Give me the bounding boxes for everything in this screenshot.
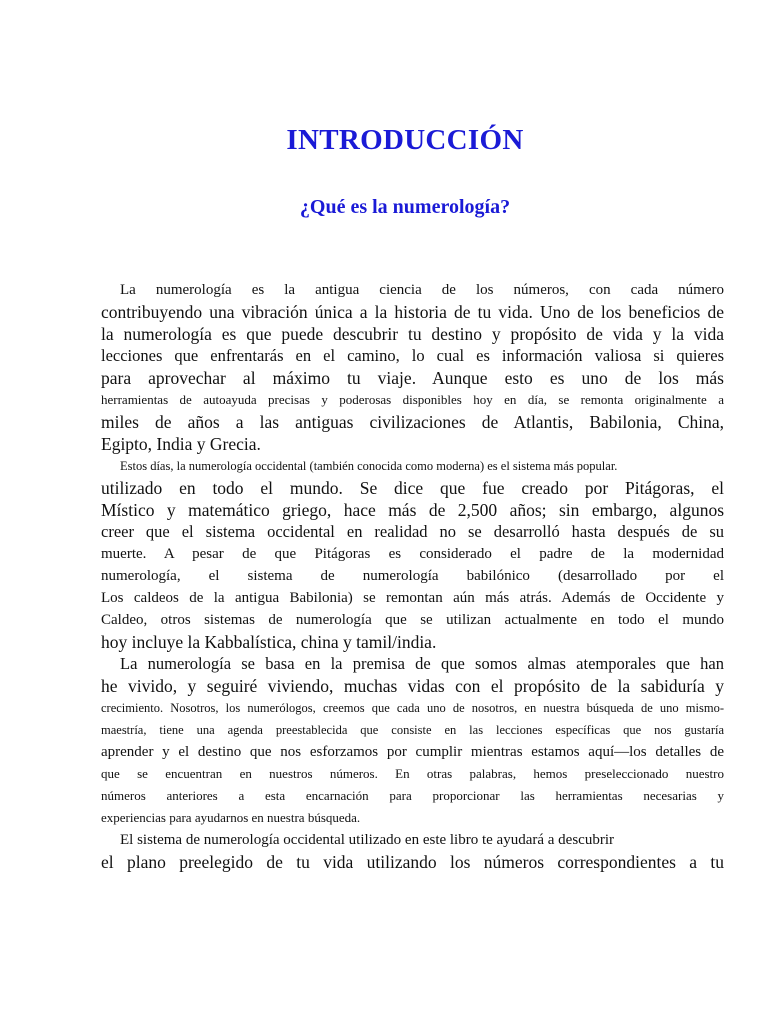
text-line: muerte. A pesar de que Pitágoras es considerado el padre de la modernidad	[101, 546, 724, 562]
text-line: maestría, tiene una agenda preestablecida que consiste en las lecciones específicas que nos gustaría	[101, 723, 724, 737]
page-subtitle: ¿Qué es la numerología?	[299, 196, 511, 218]
text-line: que se encuentran en nuestros números. En otras palabras, hemos preseleccionado nuestro	[101, 766, 724, 781]
text-line: el plano preelegido de tu vida utilizando los números correspondientes a tu	[101, 852, 724, 872]
text-line: El sistema de numerología occidental utilizado en este libro te ayudará a descubrir	[120, 832, 614, 848]
text-line: hoy incluye la Kabbalística, china y tamil/india.	[101, 632, 437, 652]
body-text	[101, 279, 724, 873]
text-line: creer que el sistema occidental en realidad no se desarrolló hasta después de su	[101, 522, 724, 541]
text-line: lecciones que enfrentarás en el camino, lo cual es información valiosa si quieres	[101, 346, 724, 365]
text-line: Estos días, la numerología occidental (también conocida como moderna) es el sistema más popular.	[120, 459, 618, 473]
text-line: experiencias para ayudarnos en nuestra búsqueda.	[101, 810, 361, 825]
text-line: crecimiento. Nosotros, los numerólogos, creemos que cada uno de nosotros, en nuestra búsqueda de uno mismo-	[101, 701, 724, 715]
text-line: contribuyendo una vibración única a la historia de tu vida. Uno de los beneficios de	[101, 302, 724, 322]
text-line: La numerología es la antigua ciencia de los números, con cada número	[120, 282, 724, 298]
text-line: miles de años a las antiguas civilizaciones de Atlantis, Babilonia, China,	[101, 412, 724, 432]
text-line: he vivido, y seguiré viviendo, muchas vidas con el propósito de la sabiduría y	[101, 676, 724, 696]
text-line: numerología, el sistema de numerología babilónico (desarrollado por el	[101, 568, 724, 584]
text-line: Místico y matemático griego, hace más de 2,500 años; sin embargo, algunos	[101, 500, 724, 520]
text-line: aprender y el destino que nos esforzamos por cumplir mientras estamos aquí—los detalles de	[101, 744, 724, 760]
text-line: Caldeo, otros sistemas de numerología que se utilizan actualmente en todo el mundo	[101, 612, 724, 628]
text-line: herramientas de autoayuda precisas y poderosas disponibles hoy en día, se remonta originalmente a	[101, 392, 724, 407]
text-line: Egipto, India y Grecia.	[101, 434, 261, 454]
text-line: números anteriores a esta encarnación para proporcionar las herramientas necesarias y	[101, 788, 724, 803]
text-line: Los caldeos de la antigua Babilonia) se remontan aún más atrás. Además de Occidente y	[101, 590, 724, 606]
text-line: utilizado en todo el mundo. Se dice que fue creado por Pitágoras, el	[101, 478, 724, 498]
text-line: La numerología se basa en la premisa de que somos almas atemporales que han	[120, 654, 724, 673]
text-line: la numerología es que puede descubrir tu destino y propósito de vida y la vida	[101, 324, 724, 344]
text-line: para aprovechar al máximo tu viaje. Aunque esto es uno de los más	[101, 368, 724, 388]
page-title: INTRODUCCIÓN	[286, 124, 524, 156]
